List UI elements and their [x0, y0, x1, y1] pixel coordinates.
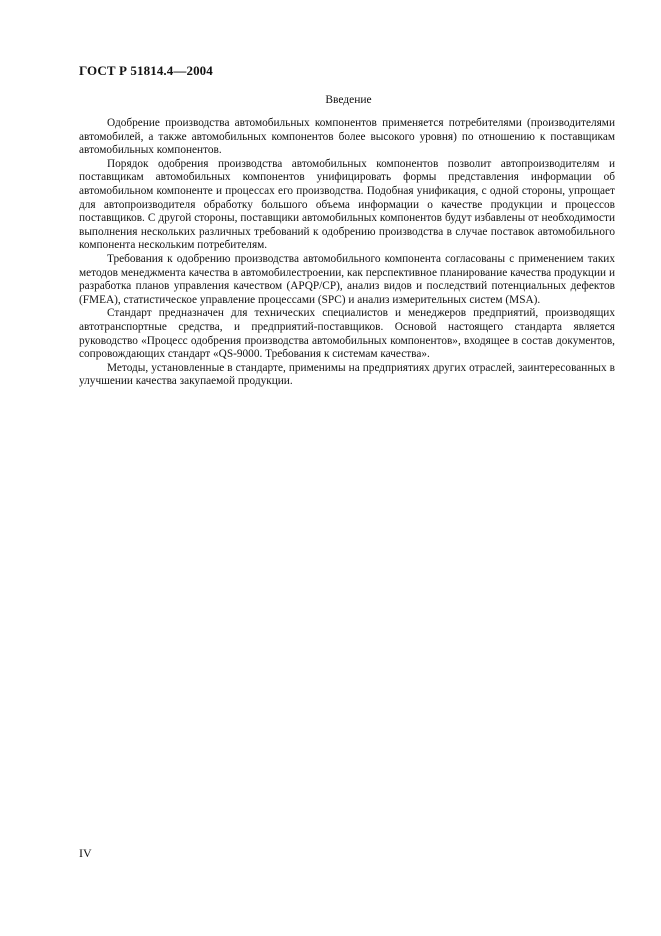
paragraph-4: Стандарт предназначен для технических специалистов и менеджеров предприятий, производящих автотранспортные средства, и предприятий-поставщиков. Основой настоящего стандарта является руководство «Процесс одобрения производства автомобильных компонентов», входящее в состав документов, сопровождающих стандарт «QS-9000. Требования к системам качества». — [79, 307, 615, 361]
page-number: IV — [79, 846, 92, 860]
paragraph-2: Порядок одобрения производства автомобильных компонентов позволит автопроизводителям и поставщикам автомобильных компонентов унифицировать формы представления информации об автомобильном компоненте и процессах его производства. Подобная унификация, с одной стороны, упрощает для автопроизводителя обработку большого объема информации о качестве продукции и процессов поставщиков. С другой стороны, поставщики автомобильных компонентов будут избавлены от необходимости выполнения нескольких различных требований к одобрению производства в случае поставок автомобильного компонента нескольким потребителям. — [79, 157, 615, 252]
paragraph-1: Одобрение производства автомобильных компонентов применяется потребителями (производителями автомобилей, а также автомобильных компонентов более высокого уровня) по отношению к поставщикам автомобильных компонентов. — [79, 117, 615, 157]
paragraph-3: Требования к одобрению производства автомобильного компонента согласованы с применением таких методов менеджмента качества в автомобилестроении, как перспективное планирование качества продукции и разработка планов управления качеством (APQP/CP), анализ видов и последствий потенциальных дефектов (FMEA), статистическое управление процессами (SPC) и анализ измерительных систем (MSA). — [79, 252, 615, 306]
section-title: Введение — [325, 94, 372, 106]
paragraph-5: Методы, установленные в стандарте, применимы на предприятиях других отраслей, заинтересованных в улучшении качества закупаемой продукции. — [79, 361, 615, 388]
introduction-body — [79, 117, 615, 389]
standard-number-header: ГОСТ Р 51814.4—2004 — [79, 63, 213, 78]
